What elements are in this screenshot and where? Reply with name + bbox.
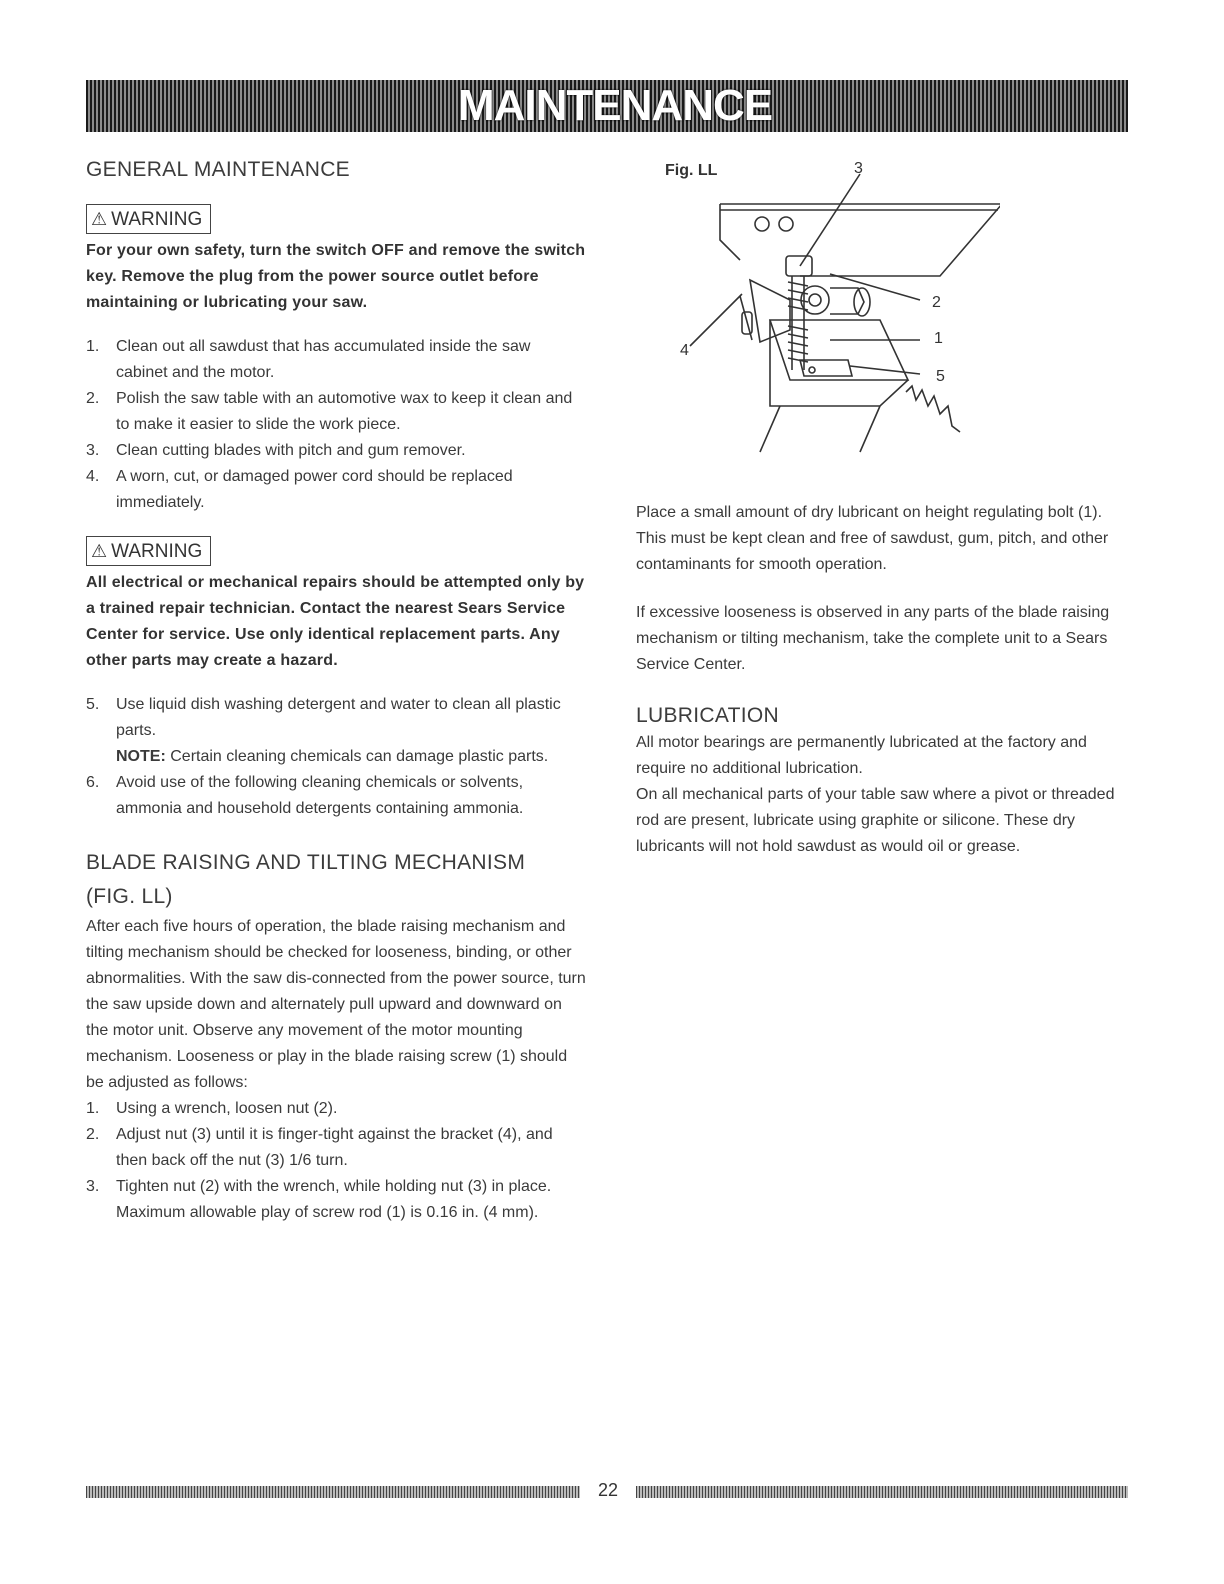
page-title: MAINTENANCE bbox=[458, 81, 773, 130]
right-column-text bbox=[636, 500, 1136, 860]
callout-2: 2 bbox=[932, 294, 941, 311]
list-item: 3. Clean cutting blades with pitch and gum remover. bbox=[86, 442, 466, 459]
warning-badge bbox=[86, 536, 211, 566]
footer-rule-left bbox=[86, 1486, 580, 1498]
callout-5: 5 bbox=[936, 368, 945, 385]
lubrication-heading: LUBRICATION bbox=[636, 704, 779, 727]
looseness-paragraph: If excessive looseness is observed in any parts of the blade raising mechanism or tilting mechanism, take the complete unit to a Sears Service Center. bbox=[636, 604, 1110, 673]
warning-triangle-icon: ⚠ bbox=[91, 541, 108, 561]
warning-block-2 bbox=[86, 536, 586, 674]
callout-1: 1 bbox=[934, 330, 943, 347]
warning-triangle-icon: ⚠ bbox=[91, 209, 108, 229]
list-item: 5. Use liquid dish washing detergent and water to clean all plastic parts. NOTE: Certain cleaning chemicals can damage plastic parts. bbox=[86, 696, 561, 765]
warning-text: For your own safety, turn the switch OFF and remove the switch key. Remove the plug from the power source outlet before maintaining or lubricating your saw. bbox=[86, 242, 586, 311]
list-item: 6. Avoid use of the following cleaning chemicals or solvents, ammonia and household detergents containing ammonia. bbox=[86, 774, 524, 817]
blade-intro-paragraph: After each five hours of operation, the blade raising mechanism and tilting mechanism should be checked for looseness, binding, or other abnormalities. With the saw dis-connected from the power source, turn the saw upside down and alternately pull upward and downward on the motor unit. Observe any movement of the motor mounting mechanism. Looseness or play in the blade raising screw (1) should be adjusted as follows: bbox=[86, 918, 586, 1091]
list-item: 2. Adjust nut (3) until it is finger-tight against the bracket (4), and then back off the nut (3) 1/6 turn. bbox=[86, 1126, 553, 1169]
lubrication-paragraph-2: On all mechanical parts of your table saw where a pivot or threaded rod are present, lubricate using graphite or silicone. These dry lubricants will not hold sawdust as would oil or grease. bbox=[636, 786, 1115, 855]
footer-rule-right bbox=[636, 1486, 1128, 1498]
list-item: 2. Polish the saw table with an automotive wax to keep it clean and to make it easier to slide the work piece. bbox=[86, 390, 573, 433]
list-item: 4. A worn, cut, or damaged power cord should be replaced immediately. bbox=[86, 468, 513, 511]
warning-label: WARNING bbox=[111, 209, 203, 230]
warning-badge bbox=[86, 204, 211, 234]
lubrication-paragraph-1: All motor bearings are permanently lubricated at the factory and require no additional lubrication. bbox=[636, 734, 1087, 777]
note-label: NOTE: bbox=[116, 748, 166, 765]
callout-3: 3 bbox=[854, 160, 863, 177]
list-item: 3. Tighten nut (2) with the wrench, while holding nut (3) in place. Maximum allowable play of screw rod (1) is 0.16 in. (4 mm). bbox=[86, 1178, 552, 1221]
cleaning-steps-list bbox=[86, 692, 586, 822]
list-item: 1. Clean out all sawdust that has accumulated inside the saw cabinet and the motor. bbox=[86, 338, 531, 381]
warning-label: WARNING bbox=[111, 541, 203, 562]
left-column bbox=[86, 158, 586, 1226]
callout-4: 4 bbox=[680, 342, 689, 359]
saw-mechanism-diagram bbox=[680, 170, 1000, 460]
figure-label: Fig. LL bbox=[665, 162, 718, 179]
blade-mechanism-heading: BLADE RAISING AND TILTING MECHANISM (FIG. LL) bbox=[86, 851, 526, 908]
warning-block-1 bbox=[86, 204, 586, 316]
list-item: 1. Using a wrench, loosen nut (2). bbox=[86, 1100, 338, 1117]
page-number: 22 bbox=[597, 1480, 619, 1500]
general-steps-list bbox=[86, 334, 586, 516]
note-text: Certain cleaning chemicals can damage plastic parts. bbox=[170, 748, 549, 765]
general-maintenance-heading: GENERAL MAINTENANCE bbox=[86, 158, 350, 181]
blade-steps-list bbox=[86, 1096, 586, 1226]
warning-text: All electrical or mechanical repairs should be attempted only by a trained repair technician. Contact the nearest Sears Service Center for service. Use only identical replacement parts. Any other parts may create a hazard. bbox=[86, 574, 585, 669]
lubricant-paragraph: Place a small amount of dry lubricant on height regulating bolt (1). This must be kept clean and free of sawdust, gum, pitch, and other contaminants for smooth operation. bbox=[636, 504, 1109, 573]
